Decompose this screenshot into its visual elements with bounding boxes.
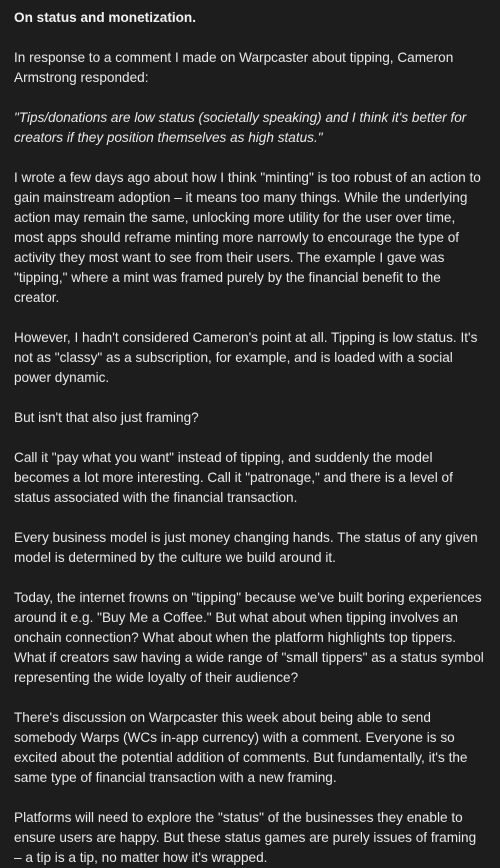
post-paragraph: I wrote a few days ago about how I think "minting" is too robust of an action to gain mainstream adoption – it means too many things. While the underlying action may remain the same, unlocking more utility for the user over time, most apps should reframe minting more narrowly to encourage the type of activity they most want to see from their users. The example I gave was "tipping," where a mint was framed purely by the financial benefit to the creator. xyxy=(14,170,481,305)
post-paragraph: Today, the internet frowns on "tipping" because we've built boring experiences around it e.g. "Buy Me a Coffee." But what about when tipping involves an onchain connection? What about when the platform highlights top tippers. What if creators saw having a wide range of "small tippers" as a status symbol representing the wide loyalty of their audience? xyxy=(14,590,484,685)
post-paragraph: But isn't that also just framing? xyxy=(14,410,199,425)
post-paragraph: Every business model is just money changing hands. The status of any given model is determined by the culture we build around it. xyxy=(14,530,478,565)
post-paragraph-intro: In response to a comment I made on Warpcaster about tipping, Cameron Armstrong responded: xyxy=(14,50,454,85)
post-paragraph-final: Platforms will need to explore the "status" of the businesses they enable to ensure users are happy. But these status games are purely issues of framing – a tip is a tip, no matter how it's wrapped. xyxy=(14,810,477,865)
post-paragraph: However, I hadn't considered Cameron's point at all. Tipping is low status. It's not as "classy" as a subscription, for example, and is loaded with a social power dynamic. xyxy=(14,330,478,385)
post-quote: "Tips/donations are low status (societally speaking) and I think it's better for creators if they position themselves as high status." xyxy=(14,110,467,145)
post-title: On status and monetization. xyxy=(14,10,197,25)
post-paragraph: There's discussion on Warpcaster this week about being able to send somebody Warps (WCs in-app currency) with a comment. Everyone is so excited about the potential addition of comments. But fundamentally, it's the same type of financial transaction with a new framing. xyxy=(14,710,468,785)
post-paragraph: Call it "pay what you want" instead of tipping, and suddenly the model becomes a lot more interesting. Call it "patronage," and there is a level of status associated with the financial transaction. xyxy=(14,450,453,505)
